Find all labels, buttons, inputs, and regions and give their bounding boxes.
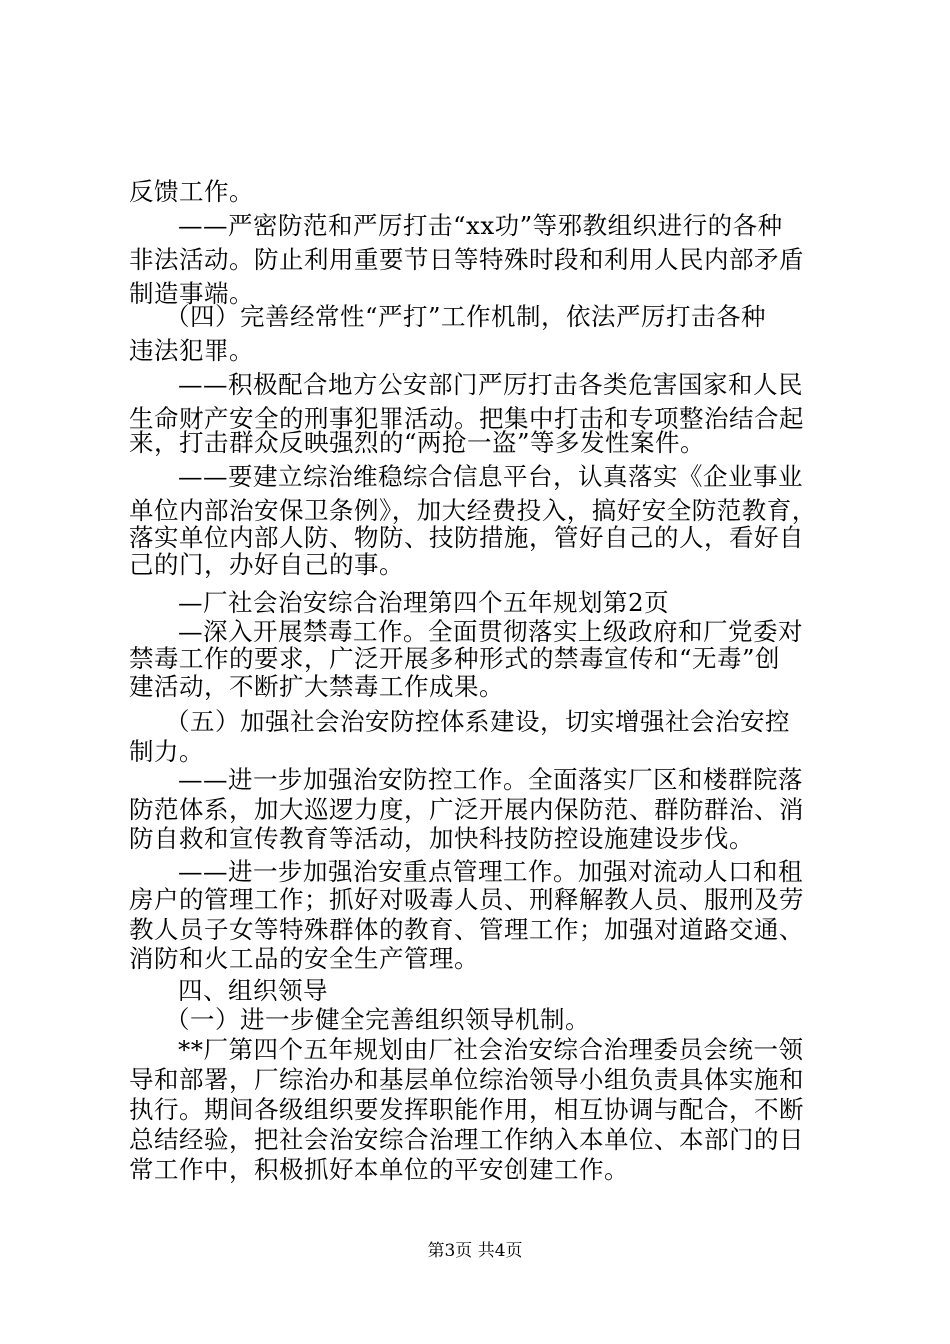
section-heading: （四）完善经常性“严打”工作机制，依法严厉打击各种 bbox=[165, 302, 767, 331]
text-line: ——要建立综治维稳综合信息平台，认真落实《企业事业 bbox=[178, 462, 803, 491]
text-line: 禁毒工作的要求，广泛开展多种形式的禁毒宣传和“无毒”创 bbox=[129, 644, 781, 673]
text-line: 房户的管理工作；抓好对吸毒人员、刑释解教人员、服刑及劳 bbox=[129, 885, 804, 914]
text-line: 执行。期间各级组织要发挥职能作用，相互协调与配合，不断 bbox=[129, 1095, 804, 1124]
section-heading: （五）加强社会治安防控体系建设，切实增强社会治安控 bbox=[165, 707, 790, 736]
text-line: 单位内部治安保卫条例》，加大经费投入，搞好安全防范教育， bbox=[129, 496, 817, 525]
text-line: 反馈工作。 bbox=[129, 177, 254, 206]
section-heading: 四、组织领导 bbox=[178, 976, 328, 1005]
page-footer: 第3页 共4页 bbox=[427, 1241, 523, 1261]
text-line: 建活动，不断扩大禁毒工作成果。 bbox=[129, 672, 504, 701]
text-line: 教人员子女等特殊群体的教育、管理工作；加强对道路交通、 bbox=[129, 915, 804, 944]
text-line: 制造事端。 bbox=[129, 279, 254, 308]
text-line: ——严密防范和严厉打击“xx功”等邪教组织进行的各种 bbox=[178, 211, 783, 240]
text-line: 导和部署，厂综治办和基层单位综治领导小组负责具体实施和 bbox=[129, 1065, 804, 1094]
text-line: 防范体系，加大巡逻力度，广泛开展内保防范、群防群治、消 bbox=[129, 795, 804, 824]
text-line: 违法犯罪。 bbox=[129, 336, 254, 365]
text-line: ——进一步加强治安防控工作。全面落实厂区和楼群院落 bbox=[178, 765, 803, 794]
text-line: 总结经验，把社会治安综合治理工作纳入本单位、本部门的日 bbox=[129, 1125, 804, 1154]
text-line: 非法活动。防止利用重要节日等特殊时段和利用人民内部矛盾 bbox=[129, 245, 804, 274]
text-line: ——积极配合地方公安部门严厉打击各类危害国家和人民 bbox=[178, 370, 803, 399]
text-line: 防自救和宣传教育等活动，加快科技防控设施建设步伐。 bbox=[129, 824, 754, 853]
text-line: 生命财产安全的刑事犯罪活动。把集中打击和专项整治结合起 bbox=[129, 404, 804, 433]
text-line: —厂社会治安综合治理第四个五年规划第2页 bbox=[178, 588, 670, 617]
text-line: 落实单位内部人防、物防、技防措施，管好自己的人，看好自 bbox=[129, 523, 804, 552]
text-line: 来，打击群众反映强烈的“两抢一盗”等多发性案件。 bbox=[129, 428, 706, 457]
text-line: 消防和火工品的安全生产管理。 bbox=[129, 944, 479, 973]
text-line: ——进一步加强治安重点管理工作。加强对流动人口和租 bbox=[178, 857, 803, 886]
text-line: 己的门，办好自己的事。 bbox=[129, 550, 404, 579]
section-heading: （一）进一步健全完善组织领导机制。 bbox=[165, 1005, 590, 1034]
text-line: —深入开展禁毒工作。全面贯彻落实上级政府和厂党委对 bbox=[178, 617, 803, 646]
text-line: 制力。 bbox=[129, 737, 204, 766]
text-line: 常工作中，积极抓好本单位的平安创建工作。 bbox=[129, 1155, 629, 1184]
text-line: **厂第四个五年规划由厂社会治安综合治理委员会统一领 bbox=[178, 1035, 804, 1064]
